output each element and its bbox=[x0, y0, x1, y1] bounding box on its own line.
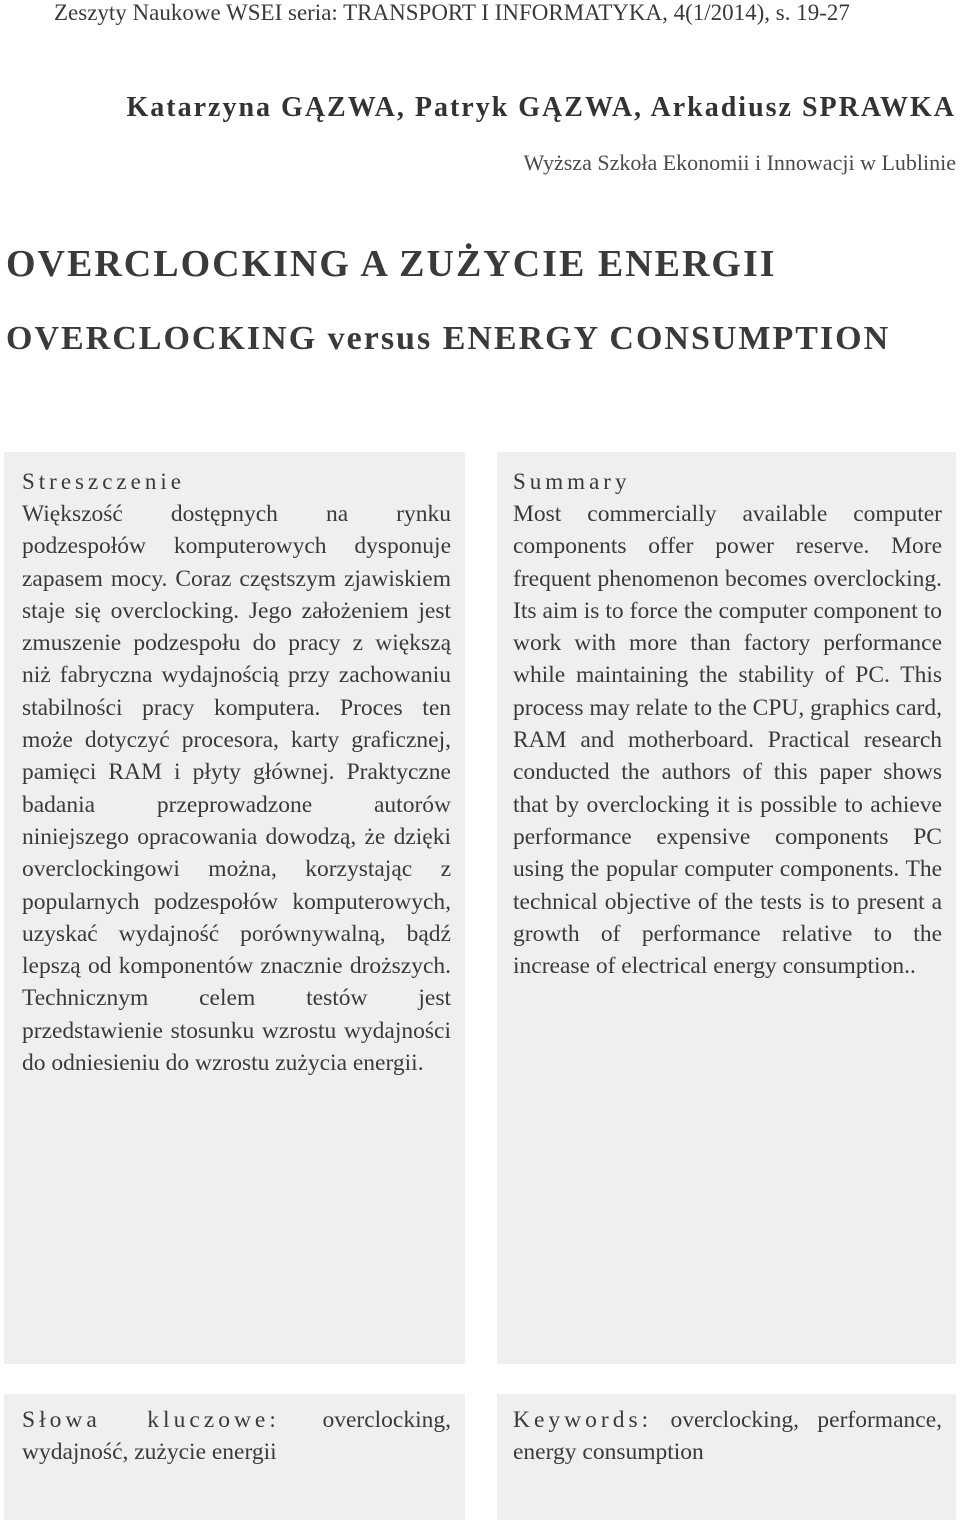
abstract-polish-heading: Streszczenie bbox=[22, 469, 185, 494]
keywords-polish-label: Słowa kluczowe: bbox=[22, 1407, 280, 1433]
keywords-english bbox=[513, 1404, 942, 1469]
keywords-polish-text: overclocking, wydajność, zużycie energii bbox=[22, 1407, 451, 1466]
abstract-polish-text: Większość dostępnych na rynku podzespołów komputerowych dysponuje zapasem mocy. Coraz częstszym zjawiskiem staje się overclocking. Jego założeniem jest zmuszenie podzespołu do pracy z większą niż fabryczna wydajnością przy zachowaniu stabilności pracy komputera. Proces ten może dotyczyć procesora, karty graficznej, pamięci RAM i płyty głównej. Praktyczne badania przeprowadzone autorów niniejszego opracowania dowodzą, że dzięki overclockingowi można, korzystając z popularnych podzespołów komputerowych, uzyskać wydajność porównywalną, bądź lepszą od komponentów znacznie droższych. Technicznym celem testów jest przedstawienie stosunku wzrostu wydajności do odniesieniu do wzrostu zużycia energii. bbox=[22, 501, 451, 1077]
keywords-english-text: overclocking, performance, energy consumption bbox=[513, 1407, 942, 1466]
authors-line: Katarzyna GĄZWA, Patryk GĄZWA, Arkadiusz SPRAWKA bbox=[126, 92, 956, 123]
keywords-english-panel bbox=[497, 1394, 956, 1520]
keywords-english-label: Keywords: bbox=[513, 1407, 653, 1433]
title-polish: OVERCLOCKING A ZUŻYCIE ENERGII bbox=[6, 243, 777, 285]
title-english: OVERCLOCKING versus ENERGY CONSUMPTION bbox=[6, 320, 891, 357]
keywords-polish-panel bbox=[4, 1394, 465, 1520]
keywords-polish bbox=[22, 1404, 451, 1469]
abstract-polish-panel bbox=[4, 452, 465, 1364]
abstract-english-heading: Summary bbox=[513, 469, 631, 494]
affiliation: Wyższa Szkoła Ekonomii i Innowacji w Lublinie bbox=[523, 150, 956, 175]
abstract-english-panel bbox=[497, 452, 956, 1364]
journal-citation: Zeszyty Naukowe WSEI seria: TRANSPORT I INFORMATYKA, 4(1/2014), s. 19-27 bbox=[54, 0, 850, 25]
abstract-english-text: Most commercially available computer components offer power reserve. More frequent phenomenon becomes overclocking. Its aim is to force the computer component to work with more than factory performance while maintaining the stability of PC. This process may relate to the CPU, graphics card, RAM and motherboard. Practical research conducted the authors of this paper shows that by overclocking it is possible to achieve performance expensive components PC using the popular computer components. The technical objective of the tests is to present a growth of performance relative to the increase of electrical energy consumption.. bbox=[513, 501, 942, 980]
